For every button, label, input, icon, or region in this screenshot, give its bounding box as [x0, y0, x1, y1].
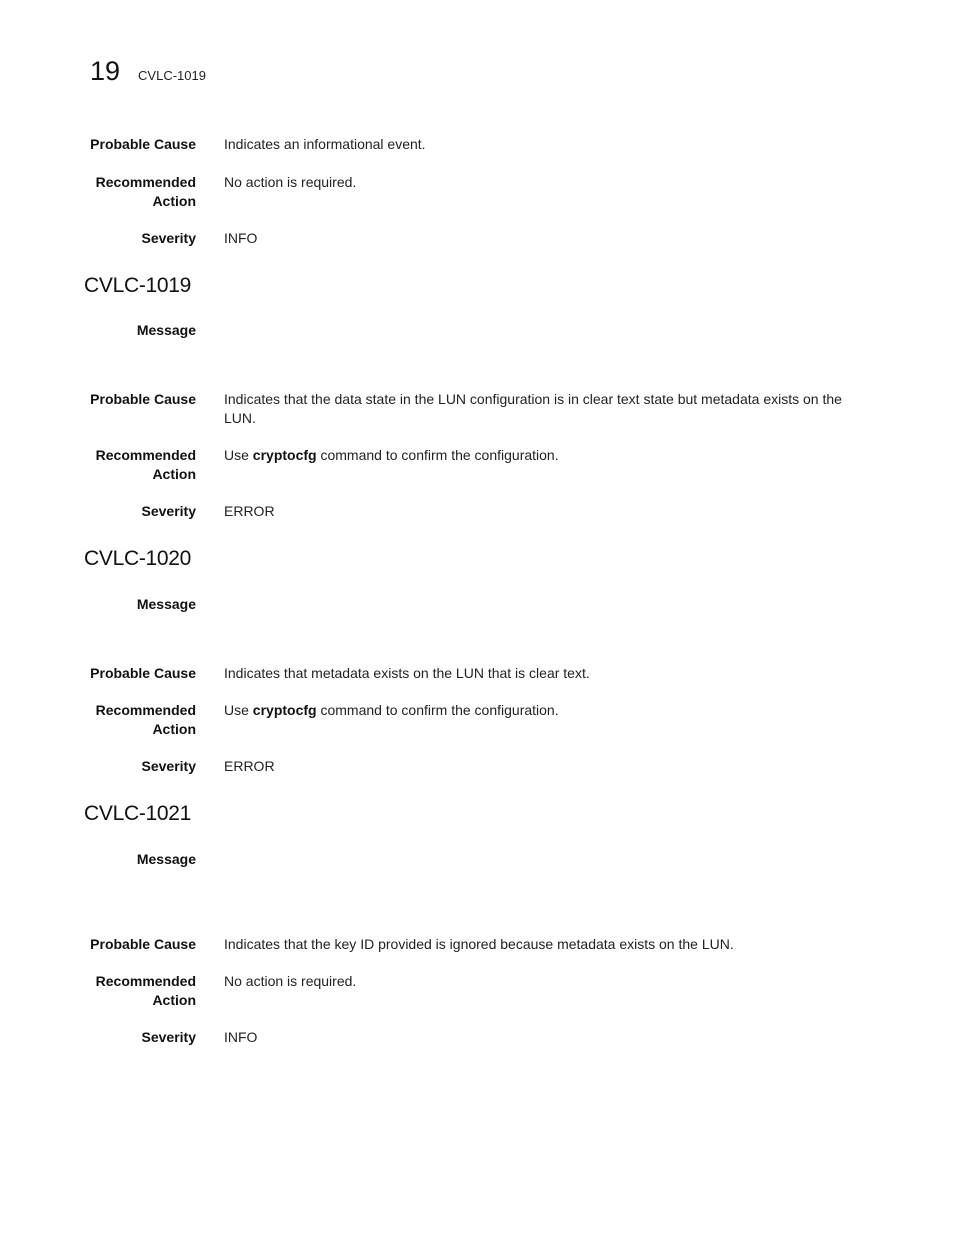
- recommended-action-text: No action is required.: [224, 174, 357, 190]
- recommended-action-label: Recommended Action: [95, 447, 196, 482]
- command-name: cryptocfg: [252, 447, 317, 463]
- probable-cause-text: Indicates an informational event.: [224, 136, 426, 152]
- probable-cause-text: Indicates that the data state in the LUN configuration is in clear text state but metadata exists on the LUN.: [224, 391, 842, 426]
- severity-value: INFO: [224, 1029, 258, 1045]
- recommended-action-label: Recommended Action: [95, 973, 196, 1008]
- severity-value: ERROR: [224, 503, 275, 519]
- recommended-action-text: Use cryptocfg command to confirm the configuration.: [224, 702, 559, 718]
- severity-label: Severity: [141, 1029, 196, 1045]
- page-header: [90, 56, 206, 87]
- probable-cause-text: Indicates that metadata exists on the LUN that is clear text.: [224, 665, 590, 681]
- section-title-cvlc-1019: CVLC-1019: [84, 274, 192, 297]
- severity-label: Severity: [141, 503, 196, 519]
- running-title: CVLC-1019: [138, 68, 206, 83]
- recommended-action-text: Use cryptocfg command to confirm the configuration.: [224, 447, 559, 463]
- message-label: Message: [136, 322, 196, 338]
- probable-cause-label: Probable Cause: [90, 936, 196, 952]
- message-label: Message: [136, 851, 196, 867]
- probable-cause-text: Indicates that the key ID provided is ignored because metadata exists on the LUN.: [224, 936, 734, 952]
- severity-value: INFO: [224, 230, 258, 246]
- probable-cause-label: Probable Cause: [90, 665, 196, 681]
- severity-label: Severity: [141, 230, 196, 246]
- section-title-cvlc-1021: CVLC-1021: [84, 802, 192, 825]
- recommended-action-label: Recommended Action: [95, 174, 196, 209]
- severity-label: Severity: [141, 758, 196, 774]
- section-title-cvlc-1020: CVLC-1020: [84, 547, 192, 570]
- probable-cause-label: Probable Cause: [90, 136, 196, 152]
- severity-value: ERROR: [224, 758, 275, 774]
- recommended-action-label: Recommended Action: [95, 702, 196, 737]
- recommended-action-text: No action is required.: [224, 973, 357, 989]
- message-label: Message: [136, 596, 196, 612]
- chapter-number: 19: [90, 56, 121, 86]
- command-name: cryptocfg: [252, 702, 317, 718]
- probable-cause-label: Probable Cause: [90, 391, 196, 407]
